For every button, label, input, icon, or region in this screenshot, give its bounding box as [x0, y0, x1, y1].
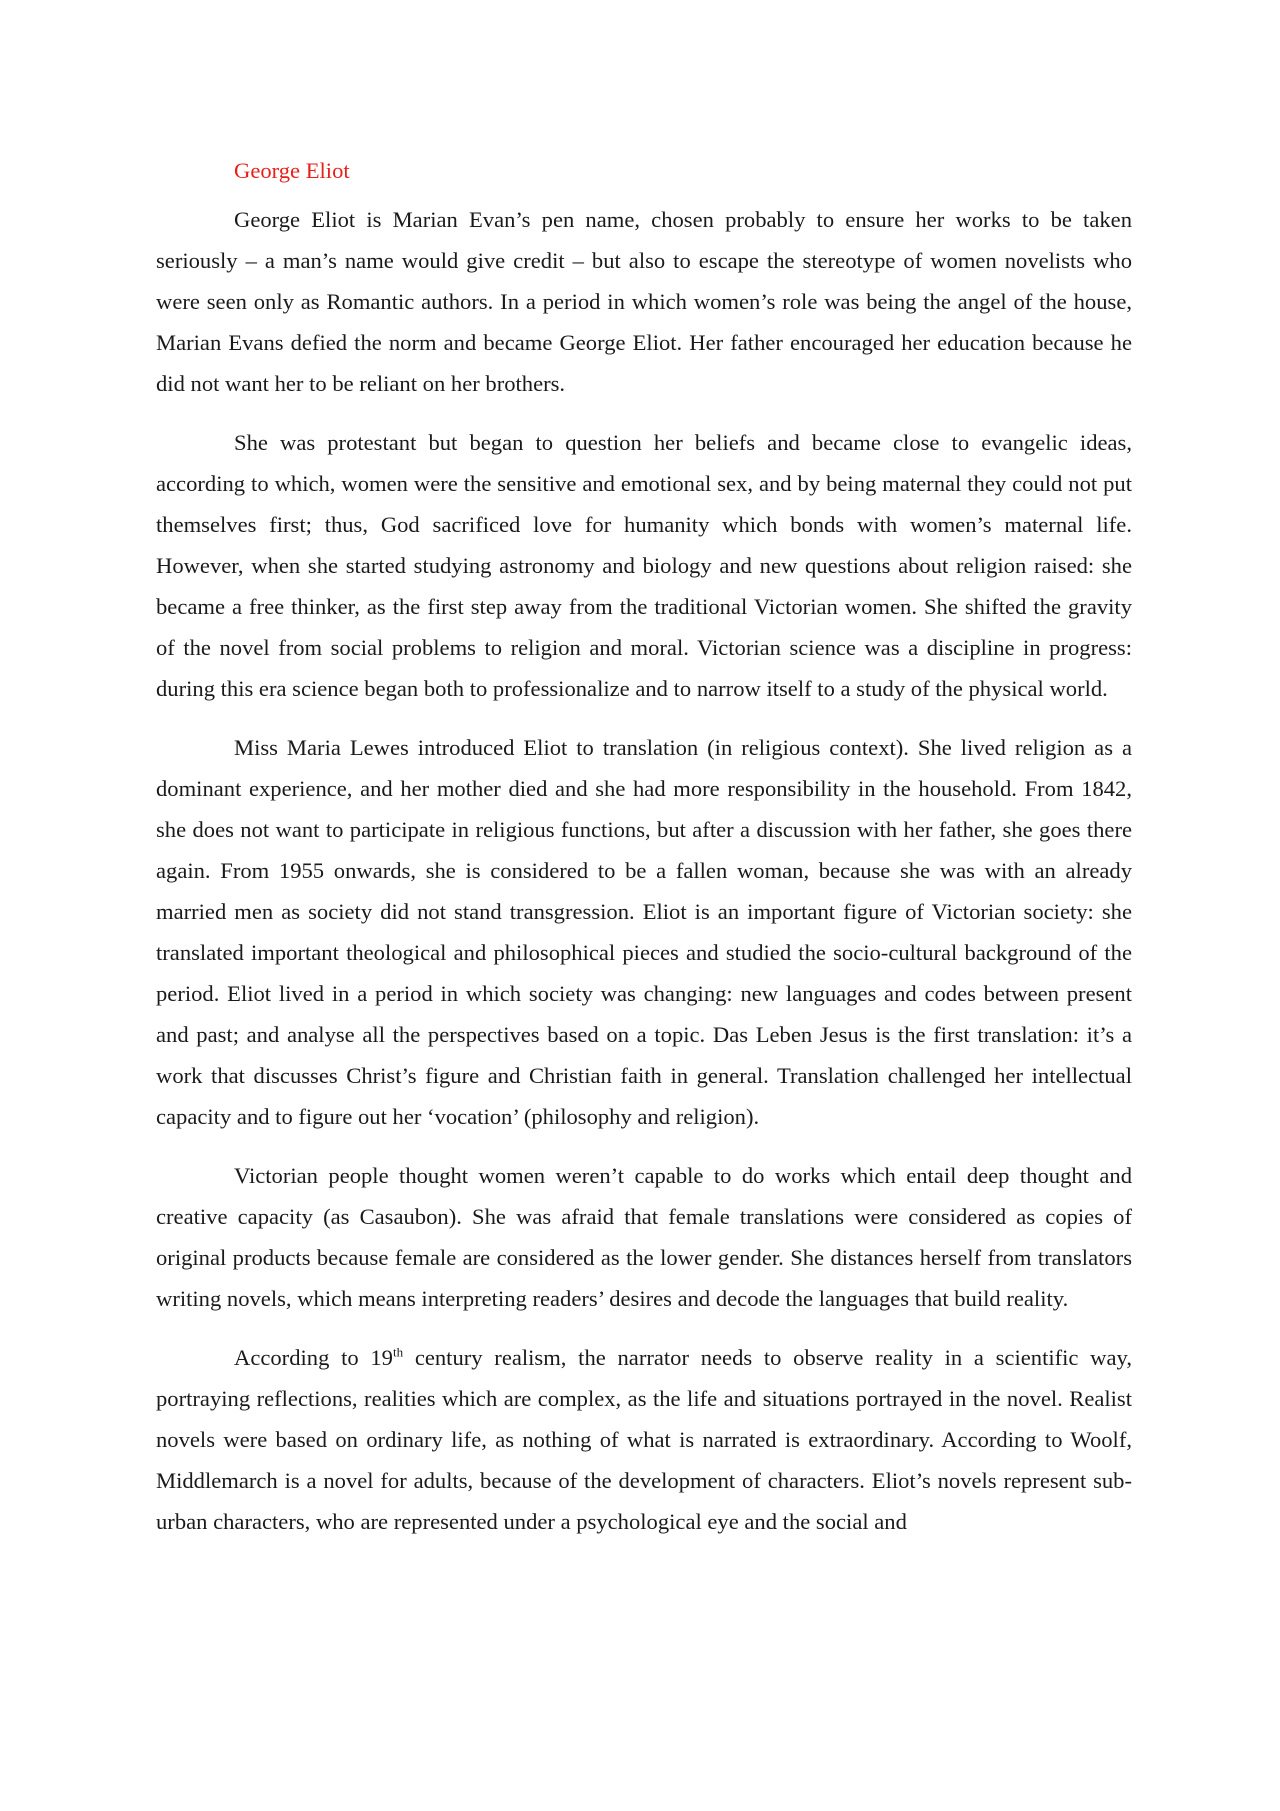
- paragraph-5-rest: century realism, the narrator needs to observe reality in a scientific way, portraying reflections, realities which are complex, as the life and situations portrayed in the novel. Realist novels were based on ordinary life, as nothing of what is narrated is extraordinary. According to Woolf, Middlemarch is a novel for adults, because of the development of characters. Eliot’s novels represent sub-urban characters, who are represented under a psychological eye and the social and: [156, 1345, 1132, 1534]
- paragraph-1: George Eliot is Marian Evan’s pen name, chosen probably to ensure her works to be taken seriously – a man’s name would give credit – but also to escape the stereotype of women novelists who were seen only as Romantic authors. In a period in which women’s role was being the angel of the house, Marian Evans defied the norm and became George Eliot. Her father encouraged her education because he did not want her to be reliant on her brothers.: [156, 207, 1132, 396]
- ordinal-superscript: th: [392, 1344, 404, 1360]
- document-title: George Eliot: [234, 158, 350, 183]
- paragraph-5-lead: According to 19: [234, 1345, 393, 1370]
- paragraph-3: Miss Maria Lewes introduced Eliot to translation (in religious context). She lived religion as a dominant experience, and her mother died and she had more responsibility in the household. From 1842, she does not want to participate in religious functions, but after a discussion with her father, she goes there again. From 1955 onwards, she is considered to be a fallen woman, because she was with an already married men as society did not stand transgression. Eliot is an important figure of Victorian society: she translated important theological and philosophical pieces and studied the socio-cultural background of the period. Eliot lived in a period in which society was changing: new languages and codes between present and past; and analyse all the perspectives based on a topic. Das Leben Jesus is the first translation: it’s a work that discusses Christ’s figure and Christian faith in general. Translation challenged her intellectual capacity and to figure out her ‘vocation’ (philosophy and religion).: [156, 735, 1132, 1129]
- paragraph-4: Victorian people thought women weren’t capable to do works which entail deep thought and creative capacity (as Casaubon). She was afraid that female translations were considered as copies of original products because female are considered as the lower gender. She distances herself from translators writing novels, which means interpreting readers’ desires and decode the languages that build reality.: [156, 1163, 1132, 1311]
- paragraph-2: She was protestant but began to question her beliefs and became close to evangelic ideas, according to which, women were the sensitive and emotional sex, and by being maternal they could not put themselves first; thus, God sacrificed love for humanity which bonds with women’s maternal life. However, when she started studying astronomy and biology and new questions about religion raised: she became a free thinker, as the first step away from the traditional Victorian women. She shifted the gravity of the novel from social problems to religion and moral. Victorian science was a discipline in progress: during this era science began both to professionalize and to narrow itself to a study of the physical world.: [156, 430, 1132, 701]
- paragraph-5: [156, 1337, 1132, 1542]
- document-body: [156, 150, 1132, 1560]
